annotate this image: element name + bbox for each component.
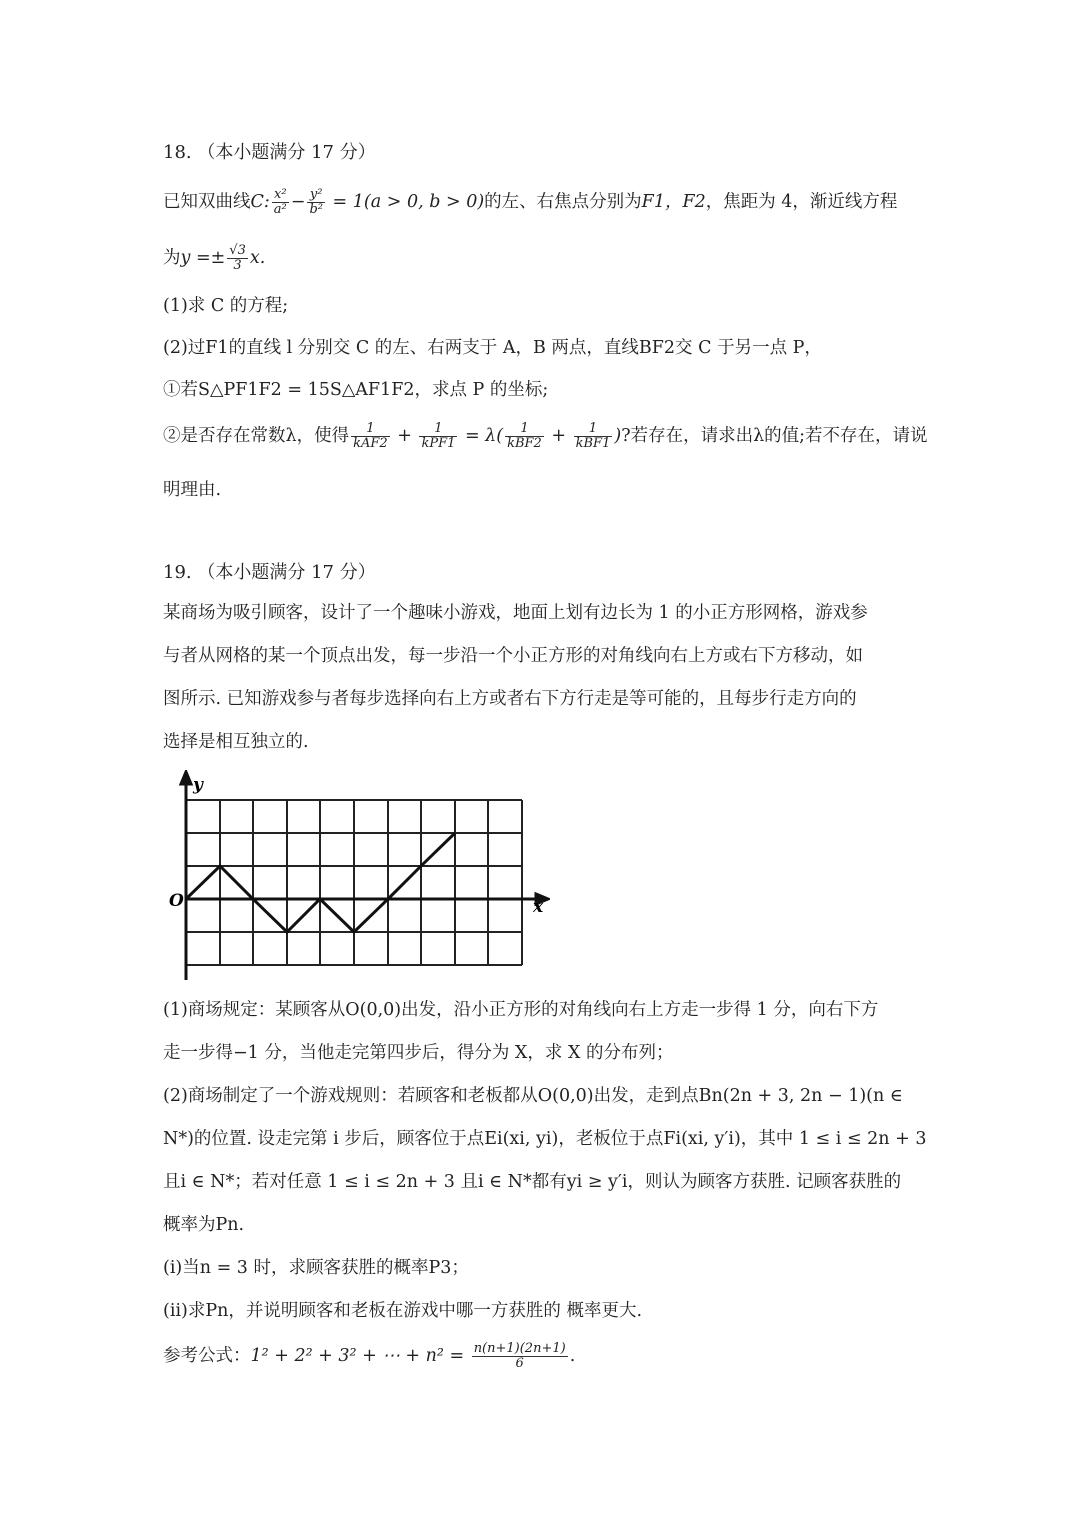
q19-part2a: (2)商场制定了一个游戏规则：若顾客和老板都从O(0,0)出发，走到点Bn(2n + 3, 2n − 1)(n ∈ <box>163 1086 903 1106</box>
q19-stem-1: 某商场为吸引顾客，设计了一个趣味小游戏，地面上划有边长为 1 的小正方形网格，游戏参 <box>163 603 868 623</box>
q19-part1b: 走一步得−1 分，当他走完第四步后，得分为 X，求 X 的分布列； <box>163 1043 674 1063</box>
q19-part2d: 概率为Pn. <box>163 1215 245 1235</box>
q19-part2-ii: (ⅱ)求Pn，并说明顾客和老板在游戏中哪一方获胜的 概率更大. <box>163 1301 643 1321</box>
frac-y2-b2: $\frac{\text{y²}}{\text{b²}}$ <box>309 187 323 217</box>
q18-part2-i: ①若S△PF1F2 = 15S△AF1F2，求点 P 的坐标; <box>163 380 549 400</box>
frac-x2-a2: $\frac{\text{x²}}{\text{a²}}$ <box>273 187 287 217</box>
origin-label: O <box>169 891 184 911</box>
frac-sqrt3-3: $\frac{√3}{3}$ <box>229 243 246 273</box>
q19-stem-3: 图所示. 已知游戏参与者每步选择向右上方或者右下方行走是等可能的，且每步行走方向的 <box>163 689 857 709</box>
q18-part2-ii: ②是否存在常数λ，使得 $\frac{1}{\text{kAF2}}$ + $\frac{1}{\text{kPF1}}$ = λ( $\frac{1}{\text{kBF2}}$ + $\frac{1}{\text{kBF1}}$ )?若存在，请求出λ的值;若不存在，请说 <box>163 421 928 451</box>
q19-stem-2: 与者从网格的某一个顶点出发，每一步沿一个小正方形的对角线向右上方或右下方移动，如 <box>163 646 863 666</box>
q19-part2b: N*)的位置. 设走完第 i 步后，顾客位于点Ei(xi, yi)，老板位于点Fi(xi, y′i)，其中 1 ≤ i ≤ 2n + 3 <box>163 1129 927 1149</box>
q18-stem-line2: 为y =± $\frac{√3}{3}$ x. <box>163 243 266 273</box>
q19-reference-formula: 参考公式：1² + 2² + 3² + ⋯ + n² = $\frac{n(n+1)(2n+1)}{6}$ . <box>163 1341 576 1371</box>
axes <box>181 772 548 980</box>
grid-diagram <box>160 770 550 985</box>
q18-title: 18. （本小题满分 17 分） <box>163 142 376 163</box>
q18-part2: (2)过F1的直线 l 分别交 C 的左、右两支于 A，B 两点，直线BF2交 C 于另一点 P， <box>163 338 822 358</box>
q19-stem-4: 选择是相互独立的. <box>163 732 309 752</box>
grid-figure <box>160 770 550 985</box>
q19-part1a: (1)商场规定：某顾客从O(0,0)出发，沿小正方形的对角线向右上方走一步得 1 分，向右下方 <box>163 1000 879 1020</box>
y-axis-label: y <box>193 775 203 795</box>
q18-stem-line1: 已知双曲线C: $\frac{\text{x²}}{\text{a²}}$ − $\frac{\text{y²}}{\text{b²}}$ = 1(a > 0, b > 0)的左、右焦点分别为F1，F2，焦距为 4，渐近线方程 <box>163 187 898 217</box>
q18-part2-ii-end: 明理由. <box>163 480 222 500</box>
q19-title: 19. （本小题满分 17 分） <box>163 562 376 583</box>
x-axis-label: x <box>533 897 544 917</box>
q19-part2-i: (i)当n = 3 时，求顾客获胜的概率P3； <box>163 1258 469 1278</box>
q18-part1: (1)求 C 的方程; <box>163 296 289 316</box>
y-axis-arrow <box>181 772 191 784</box>
q19-part2c: 且i ∈ N*；若对任意 1 ≤ i ≤ 2n + 3 且i ∈ N*都有yi ≥ y′i，则认为顾客方获胜. 记顾客获胜的 <box>163 1172 902 1192</box>
